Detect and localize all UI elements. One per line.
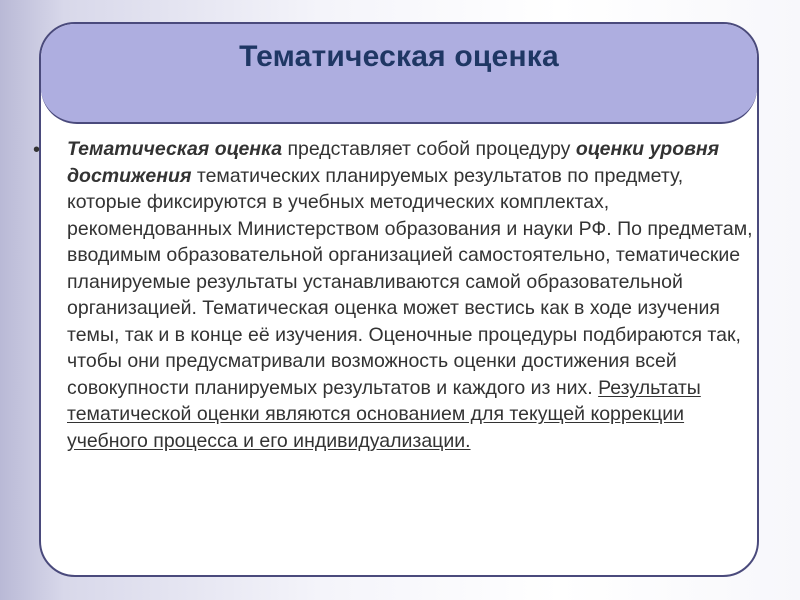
title-bar <box>41 24 757 124</box>
term-bold: Тематическая оценка <box>67 138 283 160</box>
text-segment-1: представляет собой процедуру <box>282 138 576 160</box>
bullet-marker: • <box>33 139 41 161</box>
emphasis-bold: оценки уровня достижения <box>67 138 720 187</box>
body-paragraph <box>67 136 757 454</box>
slide-title: Тематическая оценка <box>239 40 559 73</box>
underlined-conclusion: Результаты тематической оценки являются основанием для текущей коррекции учебного процесса и его индивидуализации. <box>67 376 701 452</box>
text-segment-2: тематических планируемых результатов по предмету, которые фиксируются в учебных методических комплектах, рекомендованных Министерством образования и науки РФ. По предметам, вводимым образовательной организацией самостоятельно, тематические планируемые результаты устанавливаются самой образовательной организацией. Тематическая оценка может вестись как в ходе изучения темы, так и в конце её изучения. Оценочные процедуры подбираются так, чтобы они предусматривали возможность оценки достижения всей совокупности планируемых результатов и каждого из них. <box>67 164 753 399</box>
